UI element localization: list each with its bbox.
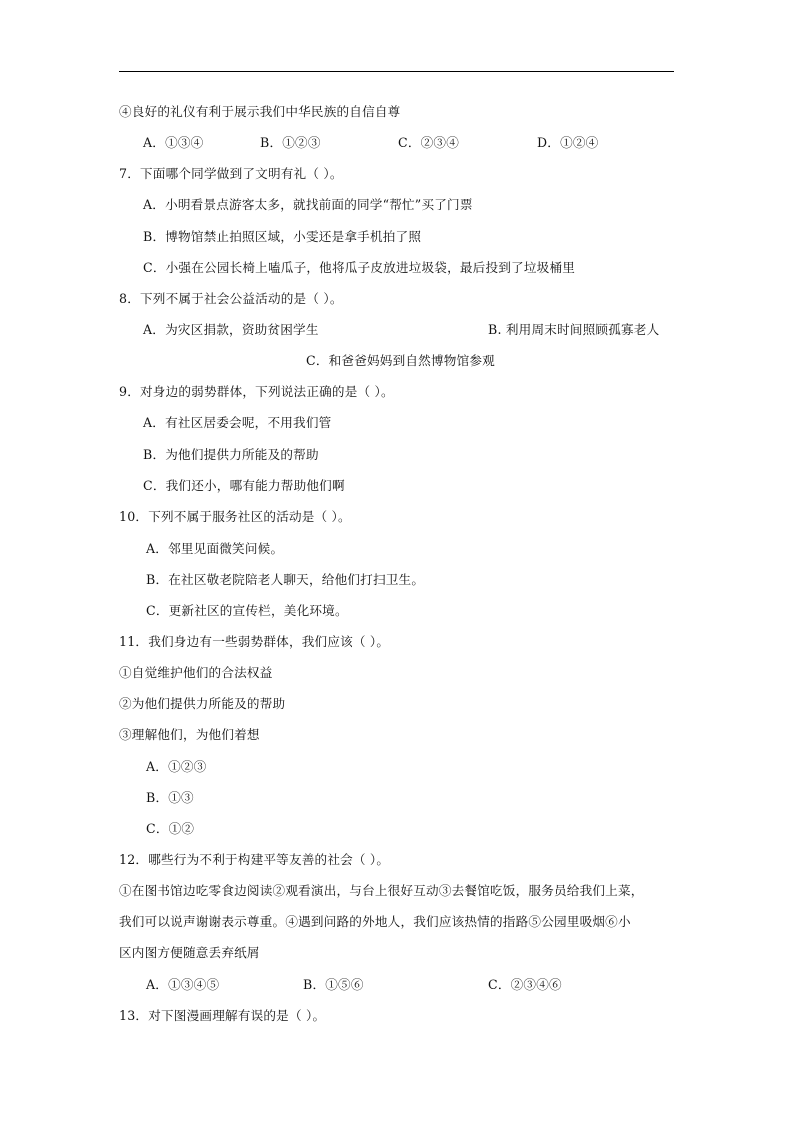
q12-body-line-3: 区内图方便随意丢弃纸屑: [119, 945, 260, 960]
q11-statement-3: ③理解他们，为他们着想: [119, 727, 260, 742]
q7-option-b: B．博物馆禁止拍照区域，小雯还是拿手机拍了照: [143, 229, 422, 244]
q12-body-line-1: ①在图书馆边吃零食边阅读②观看演出，与台上很好互动③去餐馆吃饭，服务员给我们上菜，: [119, 883, 644, 898]
q12-option-a: A．①③④⑤: [146, 977, 220, 992]
q11-option-c: C．①②: [146, 821, 195, 836]
header-rule: [119, 71, 674, 72]
q6-option-a: A．①③④: [143, 135, 204, 150]
q12-body-line-2: 我们可以说声谢谢表示尊重。④遇到问路的外地人，我们应该热情的指路⑤公园里吸烟⑥小: [119, 914, 631, 929]
q12-stem: 12．哪些行为不利于构建平等友善的社会（ ）。: [119, 852, 390, 867]
q9-option-a: A．有社区居委会呢，不用我们管: [143, 415, 332, 430]
q10-option-c: C．更新社区的宣传栏，美化环境。: [146, 603, 348, 618]
q7-option-c: C．小强在公园长椅上嗑瓜子，他将瓜子皮放进垃圾袋，最后投到了垃圾桶里: [143, 260, 576, 275]
q13-stem: 13．对下图漫画理解有误的是（ ）。: [119, 1008, 326, 1023]
q11-statement-1: ①自觉维护他们的合法权益: [119, 665, 273, 680]
q9-stem: 9．对身边的弱势群体，下列说法正确的是（ ）。: [119, 384, 394, 399]
q11-option-b: B．①③: [146, 790, 194, 805]
q10-option-b: B．在社区敬老院陪老人聊天，给他们打扫卫生。: [146, 572, 425, 587]
q6-option-d: D．①②④: [537, 135, 599, 150]
q6-option-b: B．①②③: [260, 135, 321, 150]
q7-stem: 7．下面哪个同学做到了文明有礼（ ）。: [119, 166, 343, 181]
q8-stem: 8．下列不属于社会公益活动的是（ ）。: [119, 291, 343, 306]
q8-option-b: B. 利用周末时间照顾孤寡老人: [488, 322, 660, 337]
q12-option-b: B．①⑤⑥: [303, 977, 364, 992]
q6-statement-4: ④良好的礼仪有利于展示我们中华民族的自信自尊: [119, 104, 401, 119]
q11-statement-2: ②为他们提供力所能及的帮助: [119, 696, 286, 711]
q10-stem: 10．下列不属于服务社区的活动是（ ）。: [119, 509, 351, 524]
q7-option-a: A．小明看景点游客太多，就找前面的同学“帮忙”买了门票: [143, 197, 473, 212]
q11-stem: 11．我们身边有一些弱势群体，我们应该（ ）。: [119, 634, 390, 649]
q8-option-c: C．和爸爸妈妈到自然博物馆参观: [306, 353, 495, 368]
q9-option-c: C．我们还小，哪有能力帮助他们啊: [143, 478, 345, 493]
q11-option-a: A．①②③: [146, 759, 207, 774]
q6-option-c: C．②③④: [398, 135, 460, 150]
q8-option-a: A．为灾区捐款，资助贫困学生: [143, 322, 319, 337]
q10-option-a: A．邻里见面微笑问候。: [146, 541, 284, 556]
q9-option-b: B．为他们提供力所能及的帮助: [143, 447, 319, 462]
q12-option-c: C．②③④⑥: [488, 977, 562, 992]
